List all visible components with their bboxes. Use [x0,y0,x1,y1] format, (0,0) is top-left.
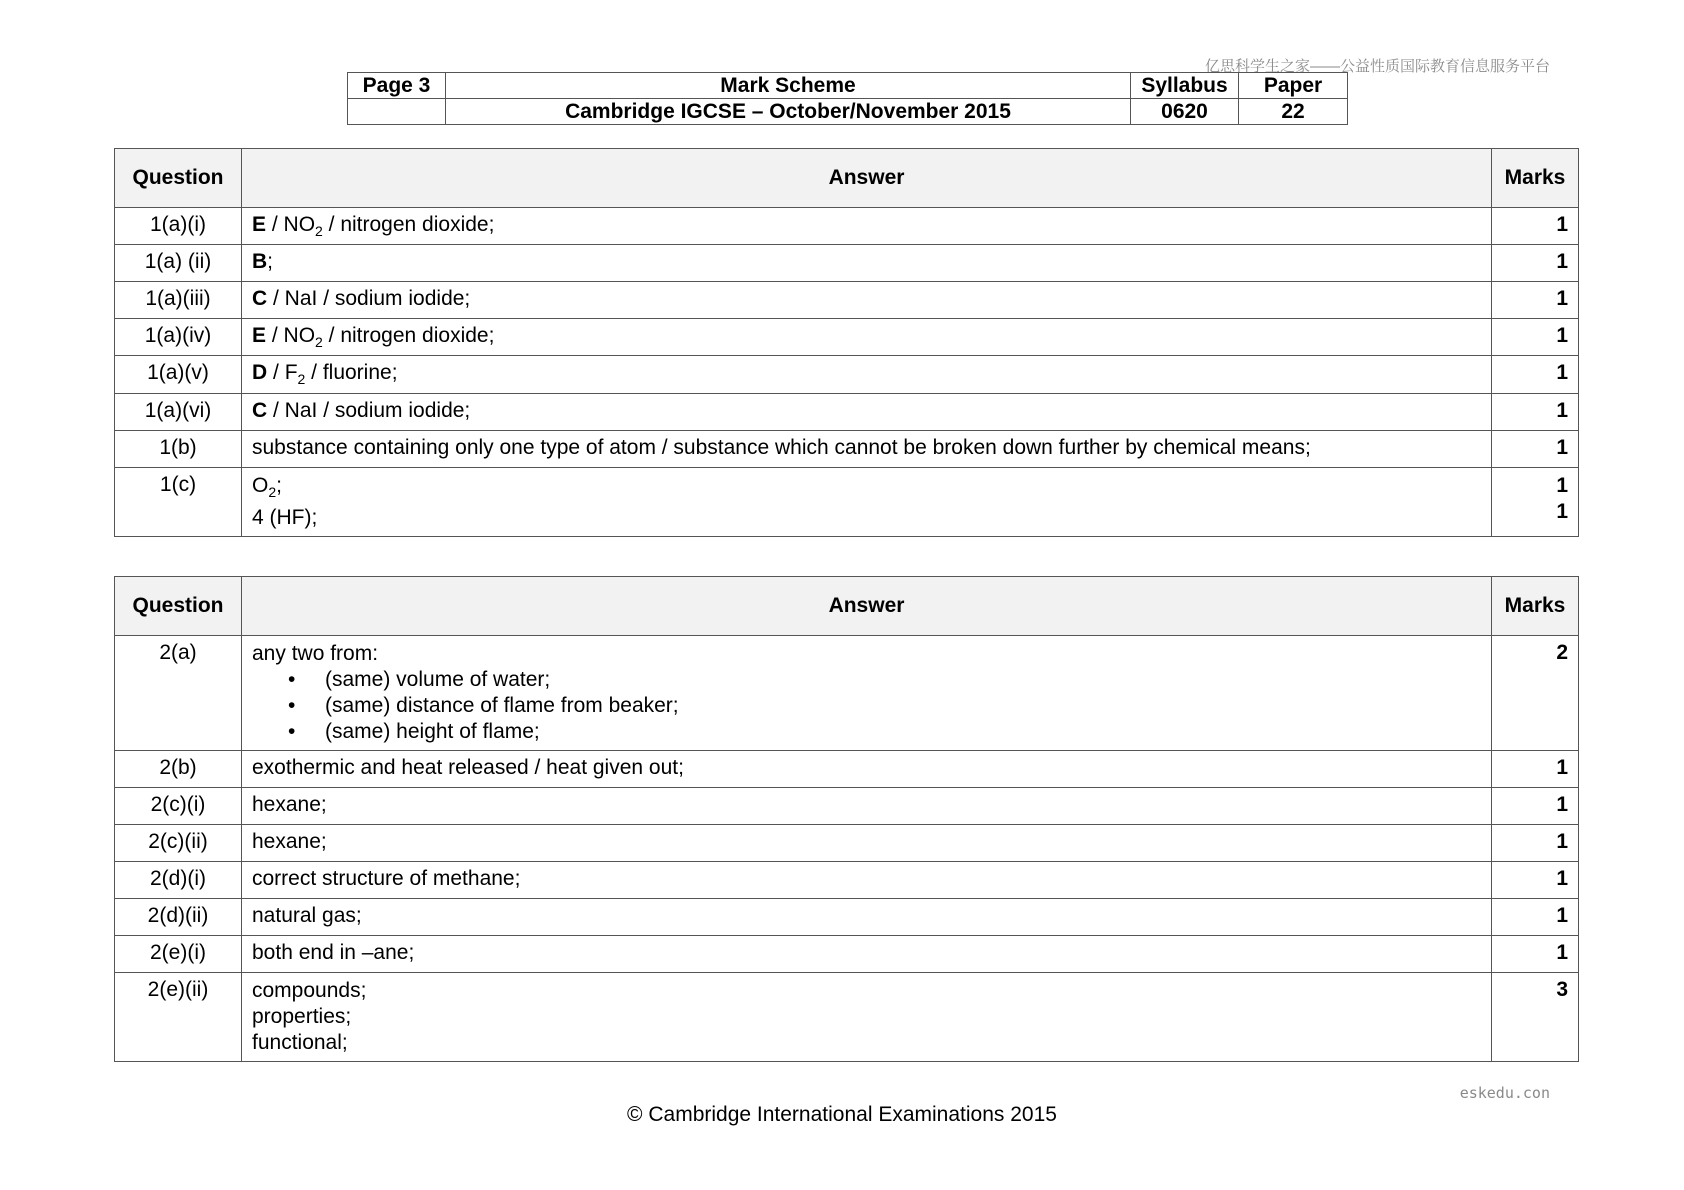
answer-text: $O_2$; 4 (HF); [242,467,1492,536]
question-number: 2(b) [115,751,242,788]
question-number: 1(a) (ii) [115,245,242,282]
table-row [115,245,1579,282]
table-row [115,636,1579,751]
table-row [115,973,1579,1062]
answer-text: C / NaI / sodium iodide; [242,393,1492,430]
question-number: 2(c)(ii) [115,825,242,862]
marks-value: 1 [1492,936,1579,973]
question-number: 1(c) [115,467,242,536]
table-row [115,356,1579,393]
mark-table-2 [114,576,1579,1062]
table-row [115,282,1579,319]
syllabus-label: Syllabus [1131,73,1239,99]
marks-value: 1 [1492,393,1579,430]
marks-value: 1 [1492,430,1579,467]
bullet-list [252,667,1491,745]
table-row [115,825,1579,862]
answer-text: exothermic and heat released / heat given out; [242,751,1492,788]
marks-value: 1 [1492,319,1579,356]
mark-scheme-label: Mark Scheme [446,73,1131,99]
table-row [115,862,1579,899]
question-header: Question [115,149,242,208]
question-number: 1(a)(iv) [115,319,242,356]
table-row [115,788,1579,825]
marks-value: 1 [1492,208,1579,245]
question-number: 1(a)(v) [115,356,242,393]
answer-text: natural gas; [242,899,1492,936]
marks-value: 1 [1492,899,1579,936]
table-row [115,936,1579,973]
table-row [115,393,1579,430]
answer-header: Answer [242,149,1492,208]
answer-text: both end in –ane; [242,936,1492,973]
marks-value: 1 [1492,788,1579,825]
marks-value: 1 [1492,356,1579,393]
list-item: • (same) volume of water; [325,667,1491,693]
answer-text: correct structure of methane; [242,862,1492,899]
answer-text: E / $NO_2$ / nitrogen dioxide; [242,208,1492,245]
marks-value: 1 [1492,825,1579,862]
answer-text: hexane; [242,788,1492,825]
question-number: 2(e)(ii) [115,973,242,1062]
marks-value: 1 1 [1492,467,1579,536]
answer-text: any two from: • (same) volume of water; • (same) distance of flame from beaker; • (same) height of flame; [242,636,1492,751]
list-item: • (same) height of flame; [325,719,1491,745]
answer-text: hexane; [242,825,1492,862]
marks-header: Marks [1492,577,1579,636]
marks-header: Marks [1492,149,1579,208]
question-number: 2(d)(ii) [115,899,242,936]
marks-value: 1 [1492,862,1579,899]
table-row [115,208,1579,245]
question-number: 2(d)(i) [115,862,242,899]
answer-text: B; [242,245,1492,282]
marks-value: 1 [1492,245,1579,282]
question-number: 2(e)(i) [115,936,242,973]
table-row [115,899,1579,936]
paper-label: Paper [1239,73,1348,99]
marks-value: 1 [1492,751,1579,788]
question-number: 2(c)(i) [115,788,242,825]
question-number: 1(a)(vi) [115,393,242,430]
question-number: 1(a)(iii) [115,282,242,319]
question-number: 1(b) [115,430,242,467]
table-row [115,751,1579,788]
table-row [115,319,1579,356]
question-header: Question [115,577,242,636]
page-label: Page 3 [348,73,446,99]
answer-text: E / $NO_2$ / nitrogen dioxide; [242,319,1492,356]
answer-header: Answer [242,577,1492,636]
syllabus-code: 0620 [1131,99,1239,125]
table-row [115,430,1579,467]
question-number: 1(a)(i) [115,208,242,245]
table-row [115,467,1579,536]
blank-cell [348,99,446,125]
marks-value: 3 [1492,973,1579,1062]
paper-number: 22 [1239,99,1348,125]
question-number: 2(a) [115,636,242,751]
exam-title: Cambridge IGCSE – October/November 2015 [446,99,1131,125]
mark-table-1 [114,148,1579,537]
list-item: • (same) distance of flame from beaker; [325,693,1491,719]
marks-value: 2 [1492,636,1579,751]
watermark-top: 亿思科学生之家——公益性质国际教育信息服务平台 [1204,58,1550,75]
copyright-footer: © Cambridge International Examinations 2015 [627,1103,1057,1126]
answer-text: C / NaI / sodium iodide; [242,282,1492,319]
marks-value: 1 [1492,282,1579,319]
header-table [347,72,1348,125]
watermark-bottom: eskedu.con [1459,1084,1550,1102]
answer-text: D / $F_2$ / fluorine; [242,356,1492,393]
answer-text: compounds; properties; functional; [242,973,1492,1062]
answer-text: substance containing only one type of atom / substance which cannot be broken down further by chemical means; [242,430,1492,467]
